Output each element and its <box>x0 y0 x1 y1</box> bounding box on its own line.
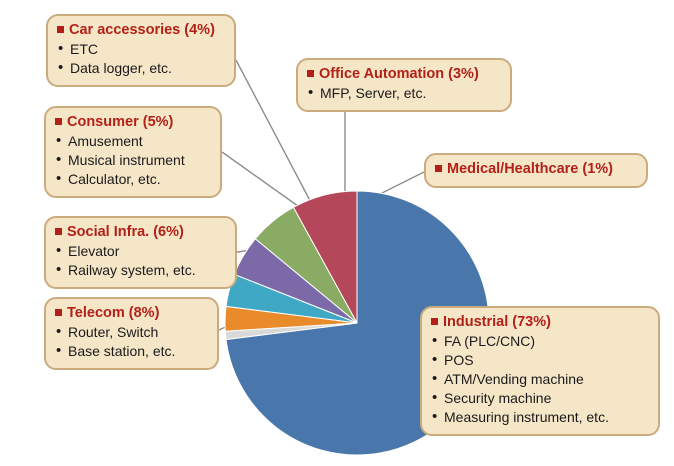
bullet-square-icon <box>431 318 438 325</box>
callout-medical-healthcare <box>424 153 648 188</box>
callout-car-accessories <box>46 14 236 87</box>
callout-title-text: Social Infra. (6%) <box>67 224 184 240</box>
callout-title <box>55 224 225 241</box>
list-item: • Musical instrument <box>55 151 210 170</box>
callout-list <box>431 332 648 427</box>
callout-title-text: Office Automation (3%) <box>319 66 479 82</box>
bullet-square-icon <box>55 118 62 125</box>
callout-title-text: Consumer (5%) <box>67 114 174 130</box>
callout-social-infra <box>44 216 237 289</box>
callout-list <box>57 40 224 78</box>
callout-list <box>55 242 225 280</box>
callout-title <box>431 314 648 331</box>
callout-industrial <box>420 306 660 436</box>
callout-office-automation <box>296 58 512 112</box>
list-item: • Data logger, etc. <box>57 59 224 78</box>
callout-title-text: Medical/Healthcare (1%) <box>447 161 614 177</box>
callout-title <box>435 161 636 178</box>
callout-consumer <box>44 106 222 198</box>
bullet-square-icon <box>435 165 442 172</box>
bullet-square-icon <box>55 228 62 235</box>
callout-title <box>307 66 500 83</box>
list-item: • Amusement <box>55 132 210 151</box>
callout-list <box>55 323 207 361</box>
list-item: • Railway system, etc. <box>55 261 225 280</box>
callout-title-text: Car accessories (4%) <box>69 22 215 38</box>
callout-telecom <box>44 297 219 370</box>
list-item: • FA (PLC/CNC) <box>431 332 648 351</box>
list-item: • Router, Switch <box>55 323 207 342</box>
list-item: • ATM/Vending machine <box>431 370 648 389</box>
list-item: • Calculator, etc. <box>55 170 210 189</box>
bullet-square-icon <box>57 26 64 33</box>
callout-list <box>55 132 210 189</box>
callout-title <box>55 114 210 131</box>
list-item: • Base station, etc. <box>55 342 207 361</box>
list-item: • Measuring instrument, etc. <box>431 408 648 427</box>
bullet-square-icon <box>55 309 62 316</box>
callout-title <box>55 305 207 322</box>
list-item: • ETC <box>57 40 224 59</box>
callout-title-text: Telecom (8%) <box>67 305 160 321</box>
callout-title-text: Industrial (73%) <box>443 314 551 330</box>
list-item: • Elevator <box>55 242 225 261</box>
callout-title <box>57 22 224 39</box>
list-item: • Security machine <box>431 389 648 408</box>
list-item: • MFP, Server, etc. <box>307 84 500 103</box>
bullet-square-icon <box>307 70 314 77</box>
callout-list <box>307 84 500 103</box>
list-item: • POS <box>431 351 648 370</box>
